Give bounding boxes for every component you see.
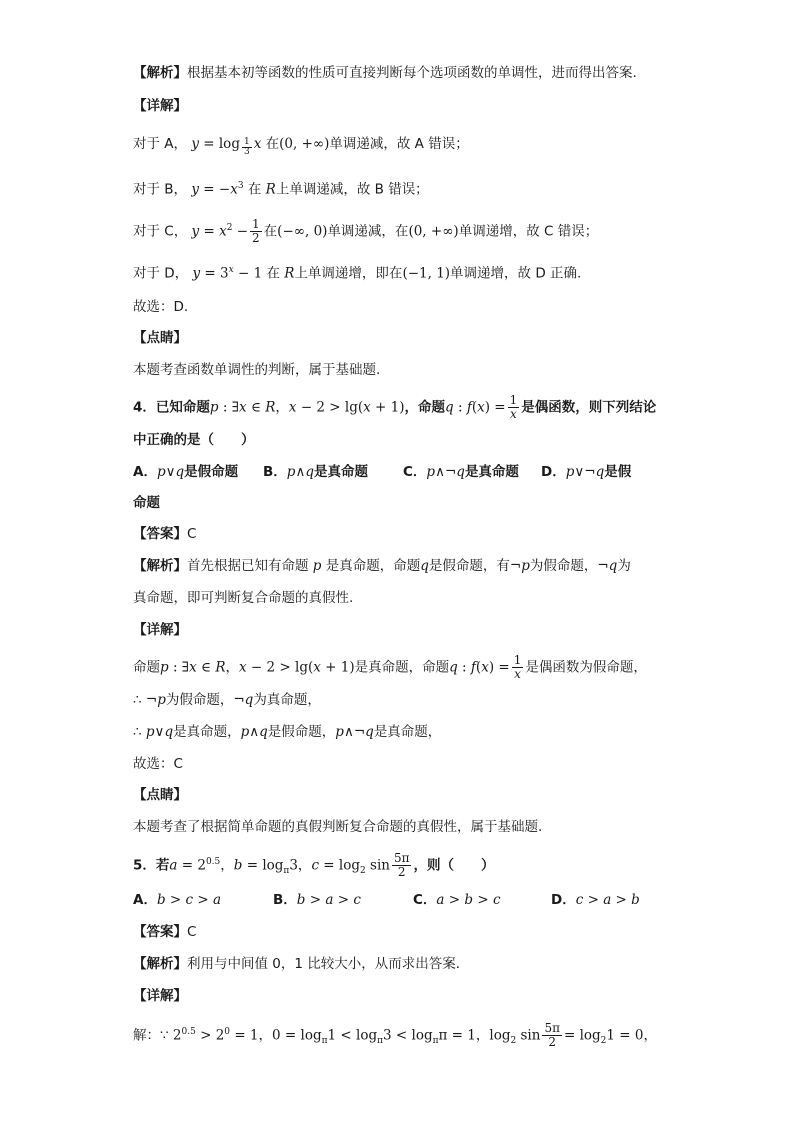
q4-detail-1: 命题p : ∃x ∈ R，x − 2 > lg(x + 1)是真命题，命题q : f(x) = $\frac{1}{x}$ 是偶函数为假命题， xyxy=(133,653,647,681)
question-4-stem-cont: 中正确的是（ ） xyxy=(133,432,255,448)
answer-line: 【答案】C xyxy=(133,526,197,542)
note-line: 本题考查函数单调性的判断，属于基础题. xyxy=(133,362,381,378)
q4-analysis-cont: 真命题，即可判断复合命题的真假性. xyxy=(133,590,354,606)
question-4-options: A．p∨q是假命题 B．p∧q是真命题 C．p∧¬q是真命题 D．p∨¬q是假 xyxy=(133,464,632,480)
option-b-line: 对于 B， $y = -x^3$ 在 R上单调递减，故 B 错误； xyxy=(133,181,429,198)
q4-analysis-line: 【解析】首先根据已知有命题 p 是真命题，命题q是假命题，有¬p为假命题，¬q为 xyxy=(133,558,631,574)
option-c-line: 对于 C， $y = x^2$ − $\frac{1}{2}$ 在(−∞, 0)单调递减，在(0, +∞)单调递增，故 C 错误； xyxy=(133,217,599,245)
q5-solution: 解：∵ $2^{0.5} > 2^0 = 1$，$0 = \log_\pi 1 < \log_\pi 3 < \log_\pi\pi = 1$，$\log_2 \sin$ $\frac{5\pi}{2}$ = $\log_21 = 0$， xyxy=(133,1021,657,1049)
q4-note-tag: 【点睛】 xyxy=(133,787,187,803)
question-5-stem: 5．若$a = 2^{0.5}$，$b = \log_\pi 3$，$c = \log_2 \sin$ $\frac{5\pi}{2}$ ，则（ ） xyxy=(133,851,495,879)
q4-detail-tag: 【详解】 xyxy=(133,622,187,638)
option-a-line: 对于 A， y = log $\frac{1}{3}$ x 在(0, +∞)单调递减，故 A 错误； xyxy=(133,136,469,157)
q4-detail-2: ∴ ¬p为假命题，¬q为真命题， xyxy=(133,692,321,708)
detail-tag: 【详解】 xyxy=(133,98,187,114)
note-tag-line: 【点睛】 xyxy=(133,330,187,346)
detail-tag-line xyxy=(133,96,754,116)
analysis-text: 根据基本初等函数的性质可直接判断每个选项函数的单调性，进而得出答案. xyxy=(187,65,637,81)
analysis-line xyxy=(133,63,754,83)
select-line: 故选：D. xyxy=(133,299,189,315)
q4-select: 故选：C xyxy=(133,756,183,772)
q5-answer: 【答案】C xyxy=(133,924,197,940)
analysis-tag: 【解析】 xyxy=(133,65,187,81)
question-4-stem: 4．已知命题p : ∃x ∈ R，x − 2 > lg(x + 1)，命题q : f(x) = $\frac{1}{x}$ 是偶函数，则下列结论 xyxy=(133,393,657,421)
q5-analysis: 【解析】利用与中间值 0，1 比较大小，从而求出答案． xyxy=(133,956,470,972)
q4-detail-3: ∴ p∨q是真命题，p∧q是假命题，p∧¬q是真命题， xyxy=(133,724,442,740)
q4-note: 本题考查了根据简单命题的真假判断复合命题的真假性，属于基础题. xyxy=(133,819,543,835)
option-d-line: 对于 D， $y = 3^x - 1$ 在 R上单调递增，即在(−1, 1)单调递增，故 D 正确. xyxy=(133,265,582,282)
question-5-options: A．b > c > a B．b > a > c C．a > b > c D．c > a > b xyxy=(133,892,640,908)
question-4-options-cont: 命题 xyxy=(133,495,160,511)
q5-detail-tag: 【详解】 xyxy=(133,988,187,1004)
math-expr: y xyxy=(191,136,199,152)
